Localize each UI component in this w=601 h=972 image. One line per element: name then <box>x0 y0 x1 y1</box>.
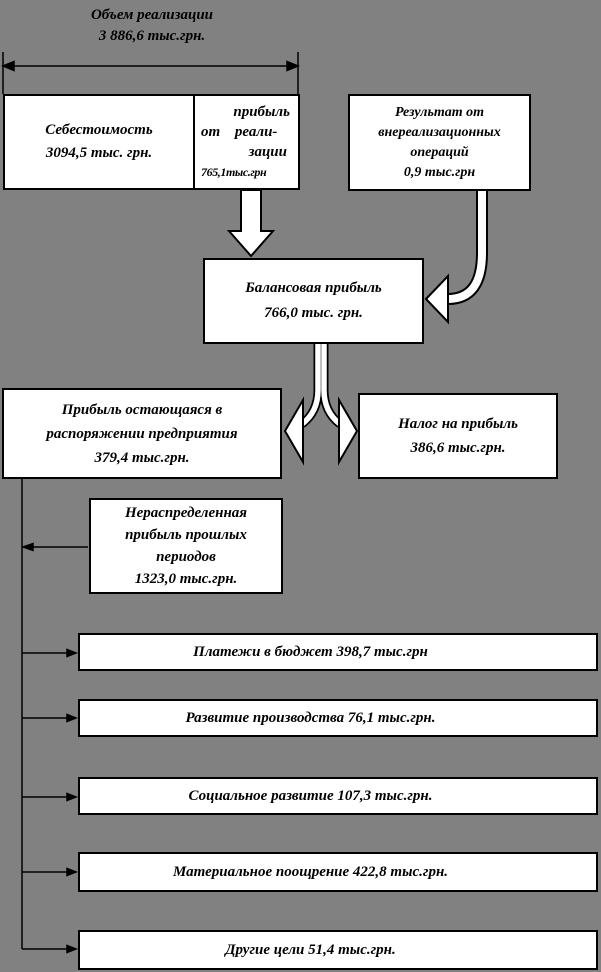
balance-profit-label: Балансовая прибыль <box>245 280 382 296</box>
feedback-arrow <box>23 544 88 551</box>
branch-arrow-budget <box>22 650 76 657</box>
allocation-box-production <box>78 699 598 737</box>
sales-profit-value: 765,1тыс.грн <box>201 165 267 179</box>
sales-profit-label: зации <box>248 144 287 160</box>
chart-title-line: Объем реализации <box>90 7 214 23</box>
sales-profit-box <box>193 94 300 190</box>
profit-tax-box <box>358 393 558 479</box>
branch-arrow-production <box>22 715 76 722</box>
nonsales-result-label: внереализационных <box>378 124 501 140</box>
undistributed-profit-value: 1323,0 тыс.грн. <box>134 571 238 587</box>
balance-profit-box <box>203 258 424 344</box>
dimension-arrow <box>3 52 298 94</box>
down-block-arrow <box>229 190 273 256</box>
nonsales-result-box <box>348 94 531 191</box>
allocation-label: Платежи в бюджет 398,7 тыс.грн <box>193 643 428 660</box>
undistributed-profit-label: Нераспределенная <box>124 505 248 521</box>
retained-profit-value: 379,4 тыс.грн. <box>94 449 190 466</box>
allocation-label: Развитие производства 76,1 тыс.грн. <box>185 709 436 726</box>
nonsales-result-label: операций <box>410 144 469 160</box>
cost-box <box>3 94 195 190</box>
cost-value: 3094,5 тыс. грн. <box>45 145 153 161</box>
retained-profit-label: Прибыль остающаяся в <box>61 401 223 418</box>
chart-title <box>27 5 277 47</box>
retained-profit-box <box>2 388 282 479</box>
allocation-label: Другие цели 51,4 тыс.грн. <box>225 941 396 958</box>
branch-arrow-incentive <box>22 869 76 876</box>
allocation-label: Материальное поощрение 422,8 тыс.грн. <box>172 863 449 880</box>
nonsales-result-value: 0,9 тыс.грн <box>403 164 476 180</box>
cost-label: Себестоимость <box>45 122 153 138</box>
curved-block-arrow <box>426 191 482 322</box>
retained-profit-label: распоряжении предприятия <box>46 425 238 442</box>
allocation-label: Социальное развитие 107,3 тыс.грн. <box>188 787 433 804</box>
chart-title-line: 3 886,6 тыс.грн. <box>98 28 206 44</box>
nonsales-result-label: Результат от <box>394 104 485 120</box>
branch-arrow-other <box>22 946 76 953</box>
allocation-box-social <box>78 777 598 815</box>
sales-profit-label: от реали- <box>201 124 278 140</box>
sales-profit-label: прибыль <box>233 104 290 120</box>
undistributed-profit-label: периодов <box>156 549 216 565</box>
allocation-box-incentive <box>78 852 598 892</box>
profit-tax-value: 386,6 тыс.грн. <box>410 440 506 456</box>
allocation-box-other <box>78 930 598 970</box>
allocation-box-budget <box>78 633 598 671</box>
branch-arrow-social <box>22 794 76 801</box>
undistributed-profit-label: прибыль прошлых <box>125 527 247 543</box>
profit-tax-label: Налог на прибыль <box>398 416 518 432</box>
fork-block-arrow <box>285 344 357 462</box>
balance-profit-value: 766,0 тыс. грн. <box>264 305 363 321</box>
undistributed-profit-box <box>89 498 283 594</box>
